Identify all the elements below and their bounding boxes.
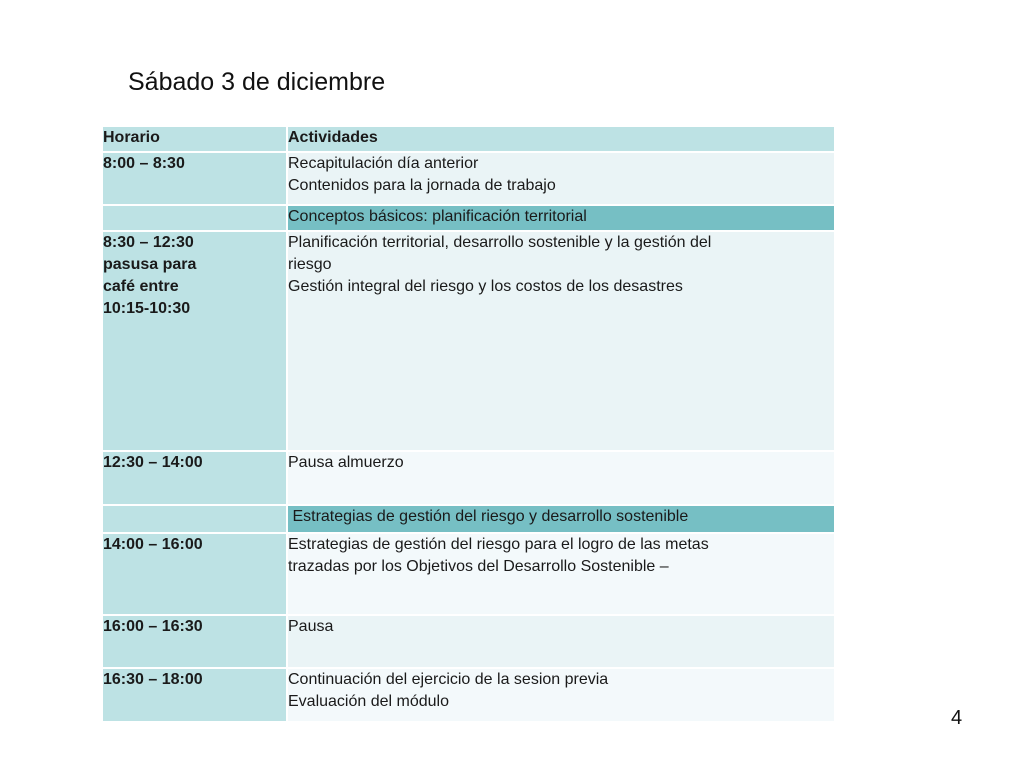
column-header-actividades: Actividades (287, 126, 835, 152)
page-number: 4 (951, 707, 963, 729)
time-cell (102, 615, 287, 668)
activity-text: Planificación territorial, desarrollo sostenible y la gestión del (288, 234, 712, 251)
time-text: 16:00 – 16:30 (103, 618, 203, 635)
time-cell (102, 668, 287, 722)
table-row (102, 615, 835, 668)
time-text: 8:00 – 8:30 (103, 155, 185, 172)
activity-cell (287, 152, 835, 205)
table-row (102, 668, 835, 722)
time-cell-empty (102, 205, 287, 231)
activity-cell (287, 533, 835, 615)
section-row (102, 505, 835, 533)
slide-title: Sábado 3 de diciembre (128, 68, 386, 96)
time-cell (102, 231, 287, 451)
time-text: 14:00 – 16:00 (103, 536, 203, 553)
table-row (102, 231, 835, 451)
activity-text: trazadas por los Objetivos del Desarrollo Sostenible – (288, 558, 669, 575)
activity-text: Pausa (288, 618, 334, 635)
activity-cell (287, 615, 835, 668)
time-text: 8:30 – 12:30 (103, 234, 194, 251)
time-cell-empty (102, 505, 287, 533)
section-heading: Conceptos básicos: planificación territorial (287, 205, 835, 231)
time-text: café entre (103, 278, 179, 295)
time-cell (102, 451, 287, 505)
activity-text: Pausa almuerzo (288, 454, 404, 471)
activity-cell (287, 451, 835, 505)
activity-text: Contenidos para la jornada de trabajo (288, 177, 556, 194)
activity-text: Evaluación del módulo (288, 693, 449, 710)
time-text: 10:15-10:30 (103, 300, 191, 317)
activity-text: Recapitulación día anterior (288, 155, 479, 172)
column-header-horario: Horario (102, 126, 287, 152)
table-row (102, 451, 835, 505)
time-cell (102, 533, 287, 615)
time-cell (102, 152, 287, 205)
activity-text: Estrategias de gestión del riesgo para el logro de las metas (288, 536, 709, 553)
time-text: 12:30 – 14:00 (103, 454, 203, 471)
section-row (102, 205, 835, 231)
time-text: pasusa para (103, 256, 197, 273)
section-heading: Estrategias de gestión del riesgo y desarrollo sostenible (287, 505, 835, 533)
activity-cell (287, 231, 835, 451)
activity-text: Continuación del ejercicio de la sesion previa (288, 671, 609, 688)
activity-text: riesgo (288, 256, 332, 273)
activity-text: Gestión integral del riesgo y los costos de los desastres (288, 278, 683, 295)
time-text: 16:30 – 18:00 (103, 671, 203, 688)
table-row (102, 152, 835, 205)
table-row (102, 533, 835, 615)
activity-cell (287, 668, 835, 722)
schedule-table (101, 125, 836, 723)
table-header-row (102, 126, 835, 152)
